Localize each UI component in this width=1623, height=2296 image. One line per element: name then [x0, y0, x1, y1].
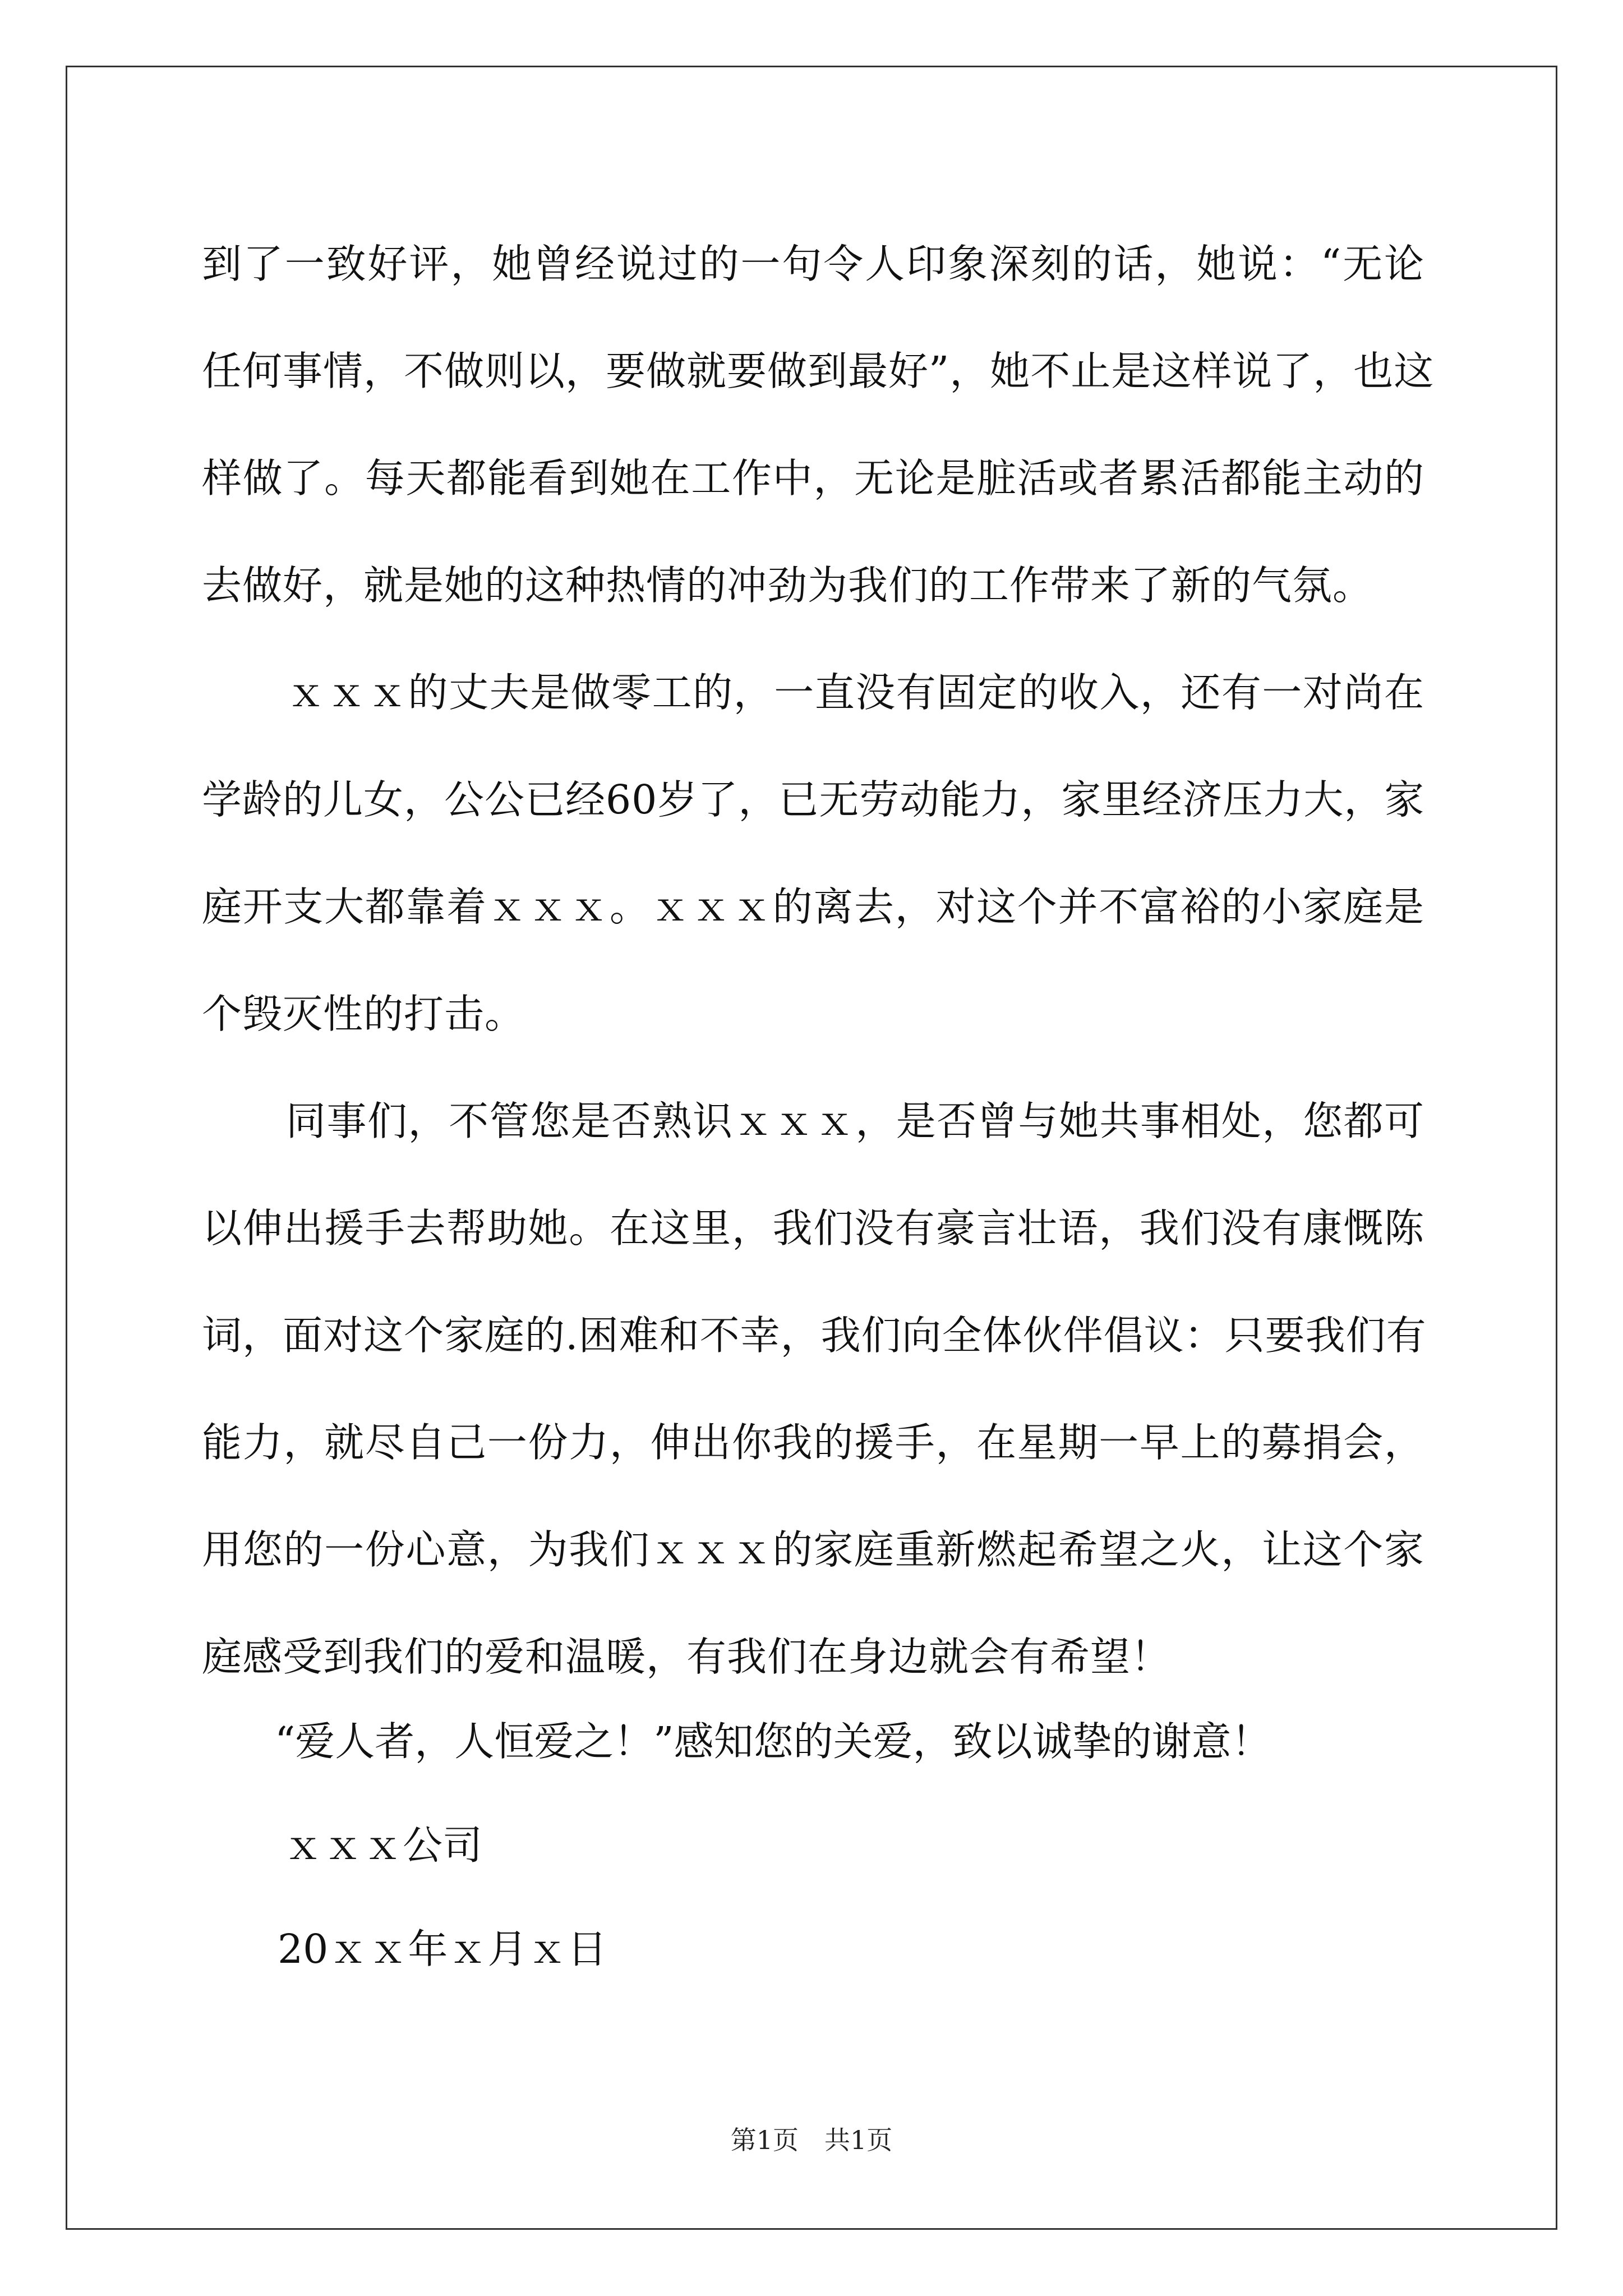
page-number: 第1页 共1页 — [730, 2125, 893, 2155]
paragraph-line: 个毁灭性的打击。 — [202, 991, 525, 1037]
page-footer — [0, 2123, 1623, 2157]
paragraph-line: 庭开支大都靠着ｘｘｘ。ｘｘｘ的离去，对这个并不富裕的小家庭是 — [202, 884, 1424, 930]
paragraph-1 — [202, 210, 1435, 639]
signature: ｘｘｘ公司 — [283, 1822, 483, 1869]
paragraph-2 — [202, 639, 1424, 1068]
paragraph-line: 样做了。每天都能看到她在工作中，无论是脏活或者累活都能主动的 — [202, 455, 1424, 501]
paragraph-line: 去做好，就是她的这种热情的冲劲为我们的工作带来了新的气氛。 — [202, 562, 1373, 609]
paragraph-line: 以伸出援手去帮助她。在这里，我们没有豪言壮语，我们没有康慨陈 — [202, 1205, 1424, 1251]
paragraph-line: 学龄的儿女，公公已经60岁了，已无劳动能力，家里经济压力大，家 — [202, 776, 1425, 823]
paragraph-line: 用您的一份心意，为我们ｘｘｘ的家庭重新燃起希望之火，让这个家 — [202, 1526, 1424, 1573]
paragraph-line: 能力，就尽自己一份力，伸出你我的援手，在星期一早上的募捐会， — [202, 1419, 1424, 1466]
paragraph-line: ｘｘｘ的丈夫是做零工的，一直没有固定的收入，还有一对尚在 — [286, 669, 1424, 716]
paragraph-line: 同事们，不管您是否熟识ｘｘｘ，是否曾与她共事相处，您都可 — [286, 1098, 1424, 1144]
paragraph-line: 任何事情，不做则以，要做就要做到最好”，她不止是这样说了，也这 — [202, 348, 1435, 394]
paragraph-line: 庭感受到我们的爱和温暖，有我们在身边就会有希望！ — [202, 1634, 1172, 1680]
paragraph-line: 词，面对这个家庭的.困难和不幸，我们向全体伙伴倡议：只要我们有 — [202, 1312, 1427, 1359]
document-body — [202, 210, 1435, 1710]
closing-quote: “爱人者，人恒爱之！”感知您的关爱，致以诚挚的谢意！ — [275, 1718, 1271, 1765]
paragraph-line: 到了一致好评，她曾经说过的一句令人印象深刻的话，她说：“无论 — [202, 241, 1424, 287]
letter-date: 20ｘｘ年ｘ月ｘ日 — [278, 1926, 607, 1972]
paragraph-3 — [202, 1068, 1427, 1710]
